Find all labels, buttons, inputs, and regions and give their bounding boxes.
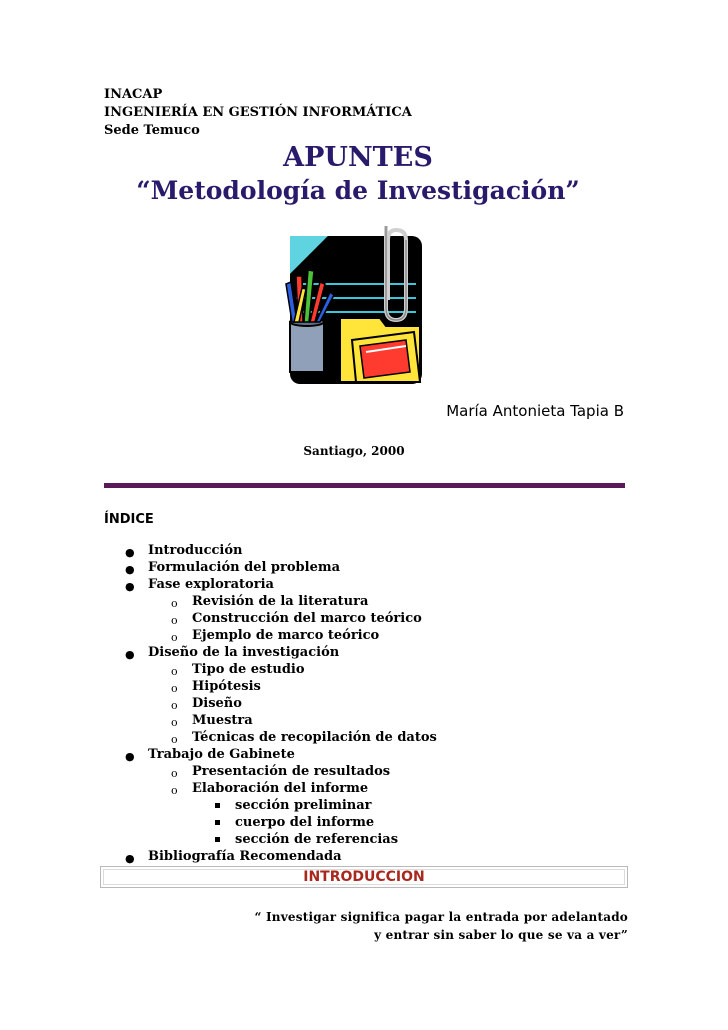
- place-date: Santiago, 2000: [303, 444, 405, 458]
- toc-item[interactable]: Diseño de la investigación: [148, 645, 340, 660]
- institution-name: INACAP: [104, 87, 163, 102]
- square-bullet-icon: [215, 837, 220, 842]
- toc-subitem[interactable]: Elaboración del informe: [192, 781, 369, 796]
- toc-item[interactable]: Formulación del problema: [148, 560, 341, 575]
- bullet-icon: ●: [125, 648, 135, 661]
- circle-bullet-icon: o: [171, 699, 178, 712]
- circle-bullet-icon: o: [171, 682, 178, 695]
- toc-item[interactable]: Bibliografía Recomendada: [148, 849, 342, 864]
- toc-subitem[interactable]: Hipótesis: [192, 679, 261, 694]
- bullet-icon: ●: [125, 580, 135, 593]
- square-bullet-icon: [215, 803, 220, 808]
- index-heading: ÍNDICE: [104, 512, 154, 527]
- author-name: María Antonieta Tapia B: [446, 402, 624, 420]
- section-heading: INTRODUCCION: [303, 869, 425, 885]
- bullet-icon: ●: [125, 563, 135, 576]
- toc-subitem[interactable]: Ejemplo de marco teórico: [192, 628, 380, 643]
- circle-bullet-icon: o: [171, 767, 178, 780]
- bullet-icon: ●: [125, 546, 135, 559]
- toc-item[interactable]: Introducción: [148, 543, 243, 558]
- circle-bullet-icon: o: [171, 631, 178, 644]
- epigraph-line-1: “ Investigar significa pagar la entrada por adelantado: [254, 910, 628, 924]
- document-title: APUNTES: [283, 142, 433, 173]
- toc-subitem[interactable]: Diseño: [192, 696, 242, 711]
- circle-bullet-icon: o: [171, 733, 178, 746]
- toc-subitem[interactable]: Revisión de la literatura: [192, 594, 369, 609]
- square-bullet-icon: [215, 820, 220, 825]
- toc-subsubitem[interactable]: sección preliminar: [235, 798, 372, 813]
- circle-bullet-icon: o: [171, 665, 178, 678]
- circle-bullet-icon: o: [171, 614, 178, 627]
- toc-subitem[interactable]: Construcción del marco teórico: [192, 611, 422, 626]
- toc-subitem[interactable]: Tipo de estudio: [192, 662, 305, 677]
- toc-item[interactable]: Fase exploratoria: [148, 577, 274, 592]
- document-subtitle: “Metodología de Investigación”: [136, 176, 580, 205]
- campus-name: Sede Temuco: [104, 123, 200, 138]
- toc-item[interactable]: Trabajo de Gabinete: [148, 747, 295, 762]
- circle-bullet-icon: o: [171, 784, 178, 797]
- bullet-icon: ●: [125, 852, 135, 865]
- toc-subsubitem[interactable]: cuerpo del informe: [235, 815, 375, 830]
- toc-subitem[interactable]: Muestra: [192, 713, 253, 728]
- toc-subsubitem[interactable]: sección de referencias: [235, 832, 399, 847]
- program-name: INGENIERÍA EN GESTIÓN INFORMÁTICA: [104, 105, 412, 120]
- bullet-icon: ●: [125, 750, 135, 763]
- circle-bullet-icon: o: [171, 716, 178, 729]
- epigraph-line-2: y entrar sin saber lo que se va a ver”: [374, 928, 628, 942]
- toc-subitem[interactable]: Técnicas de recopilación de datos: [192, 730, 437, 745]
- toc-subitem[interactable]: Presentación de resultados: [192, 764, 391, 779]
- circle-bullet-icon: o: [171, 597, 178, 610]
